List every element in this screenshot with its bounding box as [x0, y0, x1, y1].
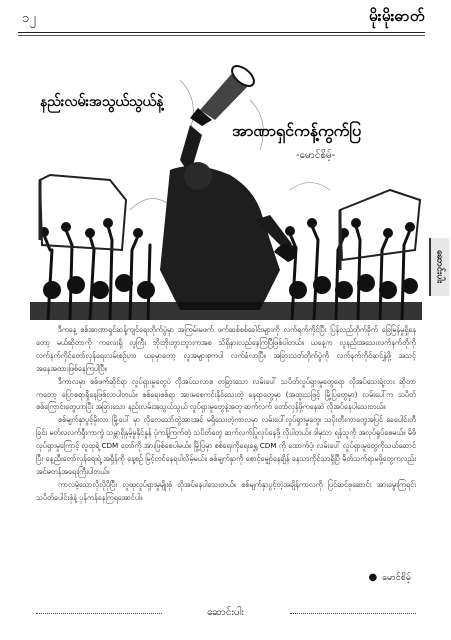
article-paragraph: ဒီကာလမှာ စစ်ဖက်ဆိုင်ရာ လူပ်ရှားမှုတွေပဲ လိုအပ်သလား။ တခြားသော လမ်းပေါ် သပိတ်လှုပ်ရှားမှုတွေရော လိုအပ်သေးရဲ့လား ဆိုတာကတော့ ပြောစရာရှိနေဖြစ်လာပါတယ်။ စစ်ရေးစစ်ရာ အားမစေကင်းနိုင်သေးတဲ့ နေရာတွေမှာ (အထူးသဖြင့် မြို့ပြတွေမှာ) လမ်းပေါ်က သပိတ်စစ်ကြောင်းတွေဟာပြီး အခြားသော နည်းလမ်းအသွယ်သွယ် လှုပ်ရှားမှုတွေနဲ့အတူ ဆက်လက် တော်လှန်ဖို့ကနေဆဲ လိုအပ်နေပါသေးတယ်။: [36, 376, 416, 412]
article-body: [36, 324, 416, 505]
footer-divider-right: [290, 613, 416, 614]
protester-figure: [160, 125, 292, 310]
article-paragraph: ကာလမဲ့သောလိုလိုပိုပြီး လူထုလှုပ်ရှားမှုမျိုးစုံ လိုအပ်နေပါသေးတယ်။ စစ်မျက်နှာပွင့်တဲ့အချိန်ကာလကို ပြင်ဆင်စုဆောင်း အားမွေးကြရင်း သပိတ်ပေါင်းစုံနဲ့ ပုန်ကန်နေကြရအောင်ပါ။: [36, 479, 416, 502]
article-title-line-1: နည်းလမ်းအသွယ်သွယ်နဲ့: [40, 94, 164, 110]
article-signature: [368, 572, 411, 585]
article-author-byline: -မောင်စိမ့်-: [296, 150, 336, 161]
article-paragraph: စစ်မျက်နှာပွင့်မိုးလာ မြို့ပေါ် မှာ လိုလေသော်တွဲအားအင် မရှိသေးတဲ့ကာလမှာ လမ်းပေါ်လှုပ်ရှားမှုတွေ၊ သပိုးတီးကာတွေအပြင် ခေပေါင်းတီခြင်း မတ်လလက်ရှီးကာကွဲ သမ္ဘာရှိနှမ့်မှုနိုင်နှုန် ပုံကန့်ကြက်တဲ့ သပိတ်တွေ ဆက်လက်ပြုလုပ်နေဖို့ လိုပါတယ်။ ဒါမှသာ ရန်သူကို အလုပ်ရှုပ်စေမယ်။ မိဖိလုပ်ရှားမှုကြောင့် လူထုရဲ့ CDM တော်ကို အားဖြစ်စေပါမယ်။ မြို့ပြမှာ စစ်ရေးကိုရေးရွှေ CDM ကို ထောက်ပံ့၊ လမ်းပေါ် လှုပ်ရှားမှုတွေကိုသယ်ဆောင်ပြီး နေ့ညီးတော်လှန်ရေးရဲ့ အရှိန်ကို နေ့စဉ် မြင့်တင်နေရပါလိမ့်မယ်။ စစ်မျက်နှာကို စောင့်မျှော်နေချိန် နေသာကိုင်သာရှိပြီ မိတ်သက်ရာမဖို့တွေကလည်း အင်မတန်အရေးကြီးပါတယ်။: [36, 415, 416, 476]
magazine-masthead: မိုးမိုးဓာတ်: [369, 7, 425, 25]
header-divider-thin: [18, 35, 425, 36]
footer-section-label: ဆောင်းပါး: [207, 607, 244, 618]
megaphone-graphic: [190, 62, 257, 126]
signature-name: မောင်စိမ့်: [382, 573, 411, 583]
page-number: ၁၂: [22, 11, 36, 26]
header-divider: [18, 32, 425, 33]
article-title-line-2: အာဏာရှင်ကန့်ကွက်ပြ: [232, 121, 362, 140]
article-paragraph: ဒီကနေ့ စစ်အာဏာရှင်ဆန့်ကျင်ရေးတိုက်ပွဲမှာ အကြမ်းမဖက် ဖက်ဆစ်စစ်ခေါင်းများကို လက်ရက်ကိုင်ပြီး ပြန်လည်တိုက်ခိုက် ခြေမြန်မှုရှိနေတော့ မယ်ဆိုတာကို ကလေးရှိ လူကြီး ဘိုးဘိုးဘွားဘွားကအစ သိရှိနားလည်နေကြပြီဖြစ်ပါတယ်။ ယနေ့က လူနည်းအသေးလက်နက်တိုကို လက်နက်ကိုင်တော်လှန်ရေးလမ်းစဉ်ဟာ ယခုမှာတော့ လူအများစုကပါ လက်ခံလာပြီ။ အခြားသတ်တိုက်ပွဲကို လက်နက်ကိုင်ဆင်နွှဲဖို့ အသင့်အနေအထားဖြစ်နေကြပါပြီ။: [36, 325, 416, 373]
section-side-tab: ဆောင်းပါး: [429, 238, 449, 296]
bullet-icon: ●: [368, 572, 378, 583]
protest-illustration: [30, 40, 422, 320]
